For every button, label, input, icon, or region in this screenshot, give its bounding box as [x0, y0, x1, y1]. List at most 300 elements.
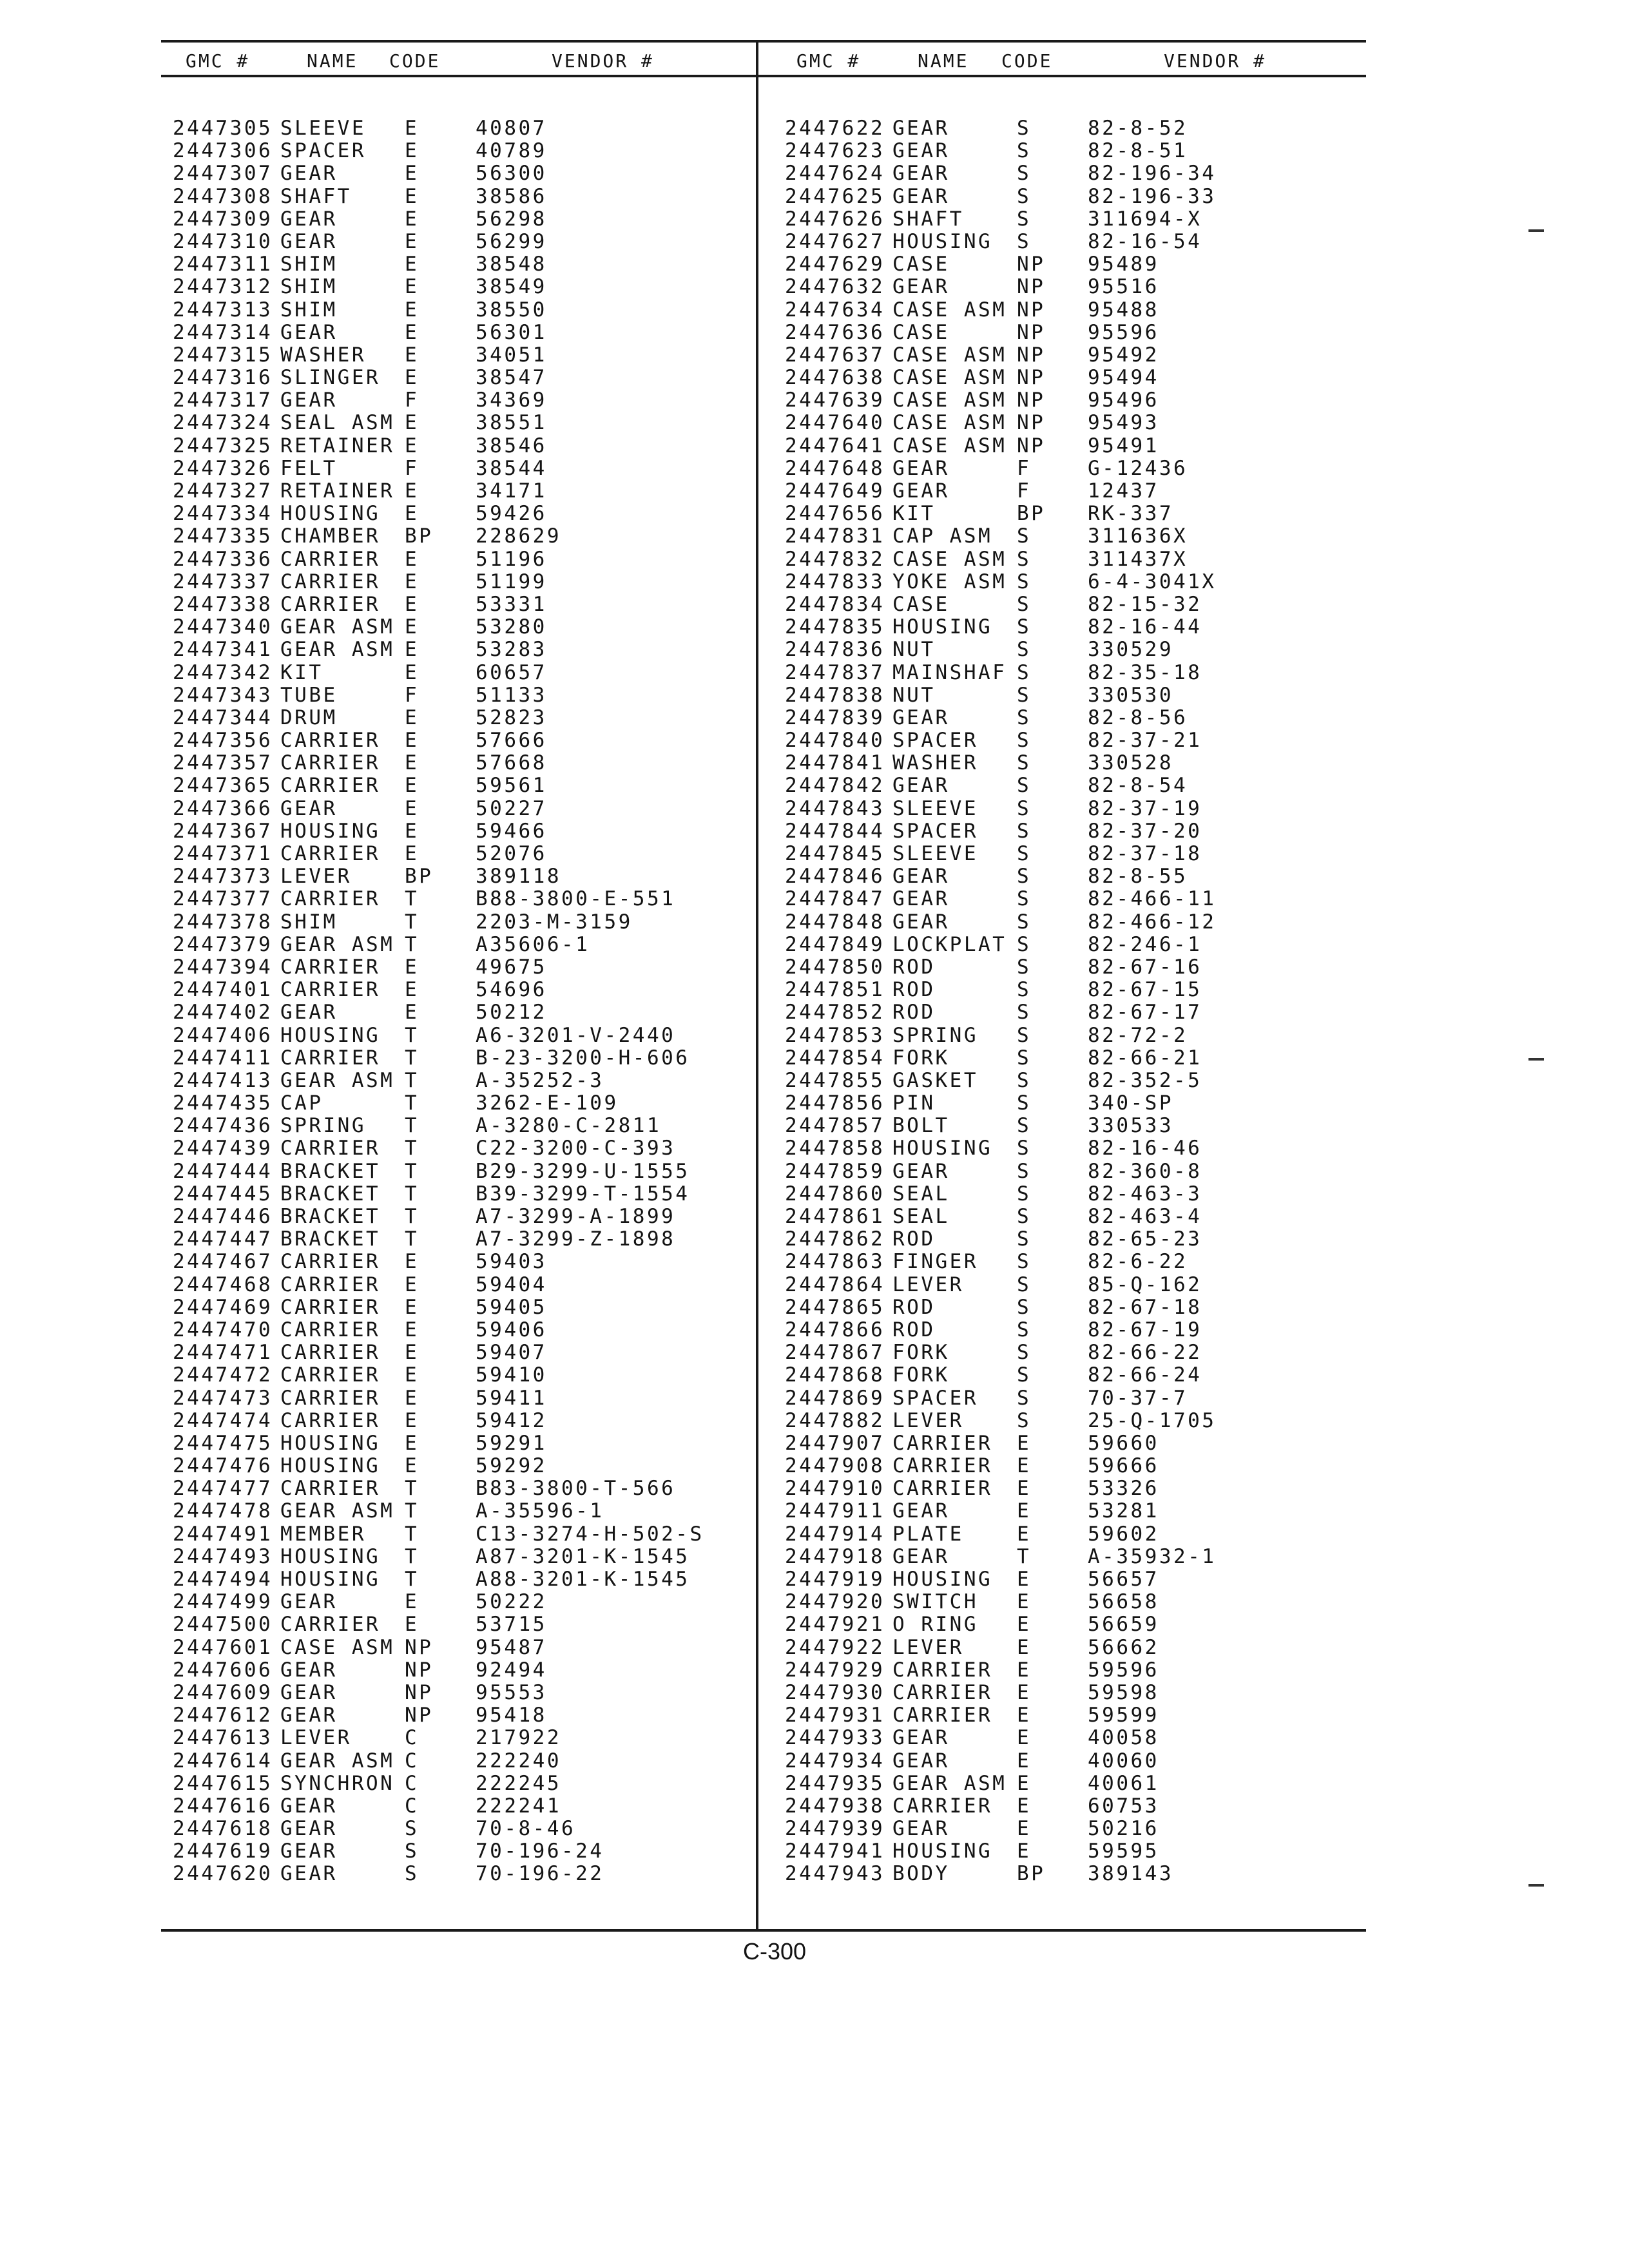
part-name: CARRIER	[892, 1680, 993, 1704]
source-code: E	[1017, 1522, 1032, 1546]
part-number: 2447867	[785, 1341, 885, 1365]
vendor-number: 95516	[1088, 275, 1159, 299]
part-name: CARRIER	[280, 1137, 381, 1160]
part-name: BOLT	[892, 1114, 950, 1138]
part-number: 2447474	[173, 1408, 273, 1432]
vendor-number: 59596	[1088, 1658, 1159, 1682]
part-number: 2447478	[173, 1499, 273, 1523]
source-code: E	[405, 819, 419, 843]
vendor-number: 38549	[476, 275, 547, 299]
part-name: PLATE	[892, 1522, 964, 1546]
source-code: E	[1017, 1658, 1032, 1682]
part-name: NUT	[892, 638, 936, 662]
source-code: S	[1017, 1363, 1032, 1387]
part-number: 2447371	[173, 842, 273, 865]
source-code: S	[1017, 887, 1032, 911]
part-name: GEAR ASM	[280, 1499, 395, 1523]
vendor-number: 34171	[476, 479, 547, 503]
vendor-number: 40058	[1088, 1726, 1159, 1750]
vendor-number: 82-8-55	[1088, 865, 1188, 889]
margin-mark	[1528, 229, 1544, 232]
part-name: SEAL ASM	[280, 411, 395, 435]
vendor-number: 59411	[476, 1386, 547, 1410]
part-name: GEAR ASM	[280, 1749, 395, 1773]
source-code: NP	[1017, 434, 1046, 457]
part-name: HOUSING	[280, 502, 381, 526]
part-name: GEAR	[892, 1499, 950, 1523]
part-name: RETAINER	[280, 479, 395, 503]
part-number: 2447910	[785, 1477, 885, 1501]
part-name: BRACKET	[280, 1159, 381, 1183]
part-number: 2447919	[785, 1568, 885, 1591]
part-name: CARRIER	[280, 1386, 381, 1410]
part-name: GEAR	[280, 389, 338, 412]
source-code: E	[405, 411, 419, 435]
part-name: ROD	[892, 955, 936, 979]
footer-rule	[161, 1929, 1366, 1932]
source-code: E	[1017, 1499, 1032, 1523]
part-number: 2447860	[785, 1182, 885, 1206]
part-name: CARRIER	[280, 547, 381, 571]
vendor-number: 82-16-54	[1088, 229, 1202, 253]
vendor-number: 82-196-34	[1088, 162, 1217, 186]
vendor-number: A7-3299-Z-1898	[476, 1227, 676, 1251]
part-number: 2447848	[785, 910, 885, 934]
part-name: SHIM	[280, 253, 338, 276]
vendor-number: 82-6-22	[1088, 1250, 1188, 1274]
part-number: 2447337	[173, 570, 273, 593]
source-code: E	[405, 1318, 419, 1341]
part-name: CARRIER	[280, 955, 381, 979]
part-number: 2447406	[173, 1023, 273, 1047]
part-number: 2447869	[785, 1386, 885, 1410]
part-number: 2447620	[173, 1862, 273, 1886]
vendor-number: 340-SP	[1088, 1091, 1173, 1115]
part-number: 2447499	[173, 1590, 273, 1614]
part-number: 2447854	[785, 1046, 885, 1070]
source-code: S	[1017, 1341, 1032, 1365]
vendor-number: 50212	[476, 1001, 547, 1024]
part-number: 2447500	[173, 1613, 273, 1637]
source-code: S	[1017, 706, 1032, 729]
source-code: T	[405, 1477, 419, 1501]
vendor-number: 38550	[476, 298, 547, 322]
part-name: GEAR ASM	[280, 638, 395, 662]
vendor-number: 52076	[476, 842, 547, 865]
part-number: 2447843	[785, 796, 885, 820]
vendor-number: 53280	[476, 615, 547, 639]
part-name: SLEEVE	[892, 796, 978, 820]
source-code: E	[405, 1250, 419, 1274]
part-name: GASKET	[892, 1068, 978, 1092]
part-name: NUT	[892, 683, 936, 707]
header-top-rule	[161, 40, 1366, 43]
source-code: S	[1017, 1159, 1032, 1183]
part-number: 2447471	[173, 1341, 273, 1365]
right-header-vendor: VENDOR #	[1164, 50, 1266, 72]
source-code: T	[405, 1182, 419, 1206]
vendor-number: 82-37-21	[1088, 729, 1202, 753]
vendor-number: 49675	[476, 955, 547, 979]
vendor-number: 95494	[1088, 366, 1159, 390]
part-number: 2447325	[173, 434, 273, 457]
part-number: 2447317	[173, 389, 273, 412]
part-name: LEVER	[892, 1273, 964, 1296]
part-name: SHIM	[280, 298, 338, 322]
part-name: SLEEVE	[892, 842, 978, 865]
part-number: 2447839	[785, 706, 885, 729]
part-name: GEAR ASM	[280, 1068, 395, 1092]
source-code: E	[405, 706, 419, 729]
part-name: FORK	[892, 1341, 950, 1365]
part-number: 2447638	[785, 366, 885, 390]
part-number: 2447470	[173, 1318, 273, 1341]
source-code: S	[1017, 1114, 1032, 1138]
part-number: 2447939	[785, 1817, 885, 1841]
vendor-number: 70-8-46	[476, 1817, 576, 1841]
part-name: GEAR	[892, 1817, 950, 1841]
part-number: 2447856	[785, 1091, 885, 1115]
part-number: 2447639	[785, 389, 885, 412]
part-name: ROD	[892, 1295, 936, 1319]
source-code: E	[1017, 1840, 1032, 1863]
source-code: C	[405, 1749, 419, 1773]
part-number: 2447629	[785, 253, 885, 276]
source-code: S	[1017, 865, 1032, 889]
source-code: E	[405, 751, 419, 775]
vendor-number: C13-3274-H-502-S	[476, 1522, 704, 1546]
vendor-number: 59403	[476, 1250, 547, 1274]
vendor-number: 59292	[476, 1454, 547, 1478]
vendor-number: 82-72-2	[1088, 1023, 1188, 1047]
source-code: BP	[1017, 1862, 1046, 1886]
vendor-number: 53283	[476, 638, 547, 662]
vendor-number: B29-3299-U-1555	[476, 1159, 690, 1183]
part-name: SYNCHRON	[280, 1771, 395, 1795]
source-code: S	[1017, 592, 1032, 616]
part-number: 2447838	[785, 683, 885, 707]
right-header-gmc: GMC #	[796, 50, 861, 72]
part-number: 2447379	[173, 932, 273, 956]
part-name: GEAR	[280, 1817, 338, 1841]
part-name: SPACER	[280, 139, 366, 163]
part-name: GEAR ASM	[280, 932, 395, 956]
part-number: 2447378	[173, 910, 273, 934]
part-number: 2447445	[173, 1182, 273, 1206]
vendor-number: 82-246-1	[1088, 932, 1202, 956]
source-code: S	[1017, 207, 1032, 231]
vendor-number: 38544	[476, 456, 547, 480]
vendor-number: 40061	[1088, 1771, 1159, 1795]
source-code: S	[1017, 729, 1032, 753]
source-code: E	[405, 320, 419, 344]
vendor-number: 56658	[1088, 1590, 1159, 1614]
source-code: E	[405, 275, 419, 299]
source-code: S	[1017, 615, 1032, 639]
vendor-number: 82-66-24	[1088, 1363, 1202, 1387]
part-name: LEVER	[892, 1408, 964, 1432]
part-name: CASE ASM	[892, 343, 1007, 367]
part-number: 2447865	[785, 1295, 885, 1319]
part-name: GEAR	[280, 320, 338, 344]
vendor-number: 389143	[1088, 1862, 1173, 1886]
part-name: CHAMBER	[280, 524, 381, 548]
part-name: CARRIER	[280, 1295, 381, 1319]
part-name: HOUSING	[280, 1431, 381, 1455]
part-number: 2447357	[173, 751, 273, 775]
part-number: 2447468	[173, 1273, 273, 1296]
vendor-number: B39-3299-T-1554	[476, 1182, 690, 1206]
part-number: 2447435	[173, 1091, 273, 1115]
source-code: T	[405, 910, 419, 934]
source-code: S	[1017, 1137, 1032, 1160]
source-code: S	[1017, 1091, 1032, 1115]
part-name: CASE ASM	[280, 1635, 395, 1659]
source-code: C	[405, 1794, 419, 1818]
part-name: SHIM	[280, 275, 338, 299]
source-code: E	[405, 117, 419, 140]
part-name: SEAL	[892, 1205, 950, 1228]
part-number: 2447377	[173, 887, 273, 911]
source-code: S	[1017, 570, 1032, 593]
vendor-number: 38547	[476, 366, 547, 390]
part-number: 2447373	[173, 865, 273, 889]
left-header-name: NAME	[307, 50, 358, 72]
vendor-number: 82-8-52	[1088, 117, 1188, 140]
vendor-number: B-23-3200-H-606	[476, 1046, 690, 1070]
source-code: NP	[1017, 253, 1046, 276]
left-header-vendor: VENDOR #	[552, 50, 654, 72]
vendor-number: 59405	[476, 1295, 547, 1319]
source-code: E	[1017, 1477, 1032, 1501]
right-header-name: NAME	[918, 50, 969, 72]
source-code: E	[1017, 1431, 1032, 1455]
vendor-number: 82-463-3	[1088, 1182, 1202, 1206]
vendor-number: 95493	[1088, 411, 1159, 435]
vendor-number: 82-67-18	[1088, 1295, 1202, 1319]
source-code: E	[405, 343, 419, 367]
part-number: 2447833	[785, 570, 885, 593]
part-number: 2447365	[173, 774, 273, 798]
vendor-number: 50227	[476, 796, 547, 820]
part-number: 2447859	[785, 1159, 885, 1183]
vendor-number: 59407	[476, 1341, 547, 1365]
part-number: 2447849	[785, 932, 885, 956]
vendor-number: 82-37-20	[1088, 819, 1202, 843]
vendor-number: B88-3800-E-551	[476, 887, 676, 911]
part-name: GEAR	[892, 479, 950, 503]
source-code: S	[1017, 1001, 1032, 1024]
source-code: E	[405, 1590, 419, 1614]
vendor-number: 51133	[476, 683, 547, 707]
source-code: E	[405, 729, 419, 753]
source-code: S	[1017, 184, 1032, 208]
part-number: 2447315	[173, 343, 273, 367]
part-number: 2447439	[173, 1137, 273, 1160]
part-number: 2447862	[785, 1227, 885, 1251]
source-code: E	[1017, 1817, 1032, 1841]
vendor-number: 95492	[1088, 343, 1159, 367]
part-name: CARRIER	[280, 1408, 381, 1432]
part-name: SPACER	[892, 819, 978, 843]
part-name: KIT	[280, 660, 323, 684]
part-number: 2447640	[785, 411, 885, 435]
part-number: 2447614	[173, 1749, 273, 1773]
part-number: 2447907	[785, 1431, 885, 1455]
source-code: F	[1017, 456, 1032, 480]
vendor-number: 389118	[476, 865, 561, 889]
part-number: 2447840	[785, 729, 885, 753]
part-number: 2447836	[785, 638, 885, 662]
part-name: GEAR	[892, 162, 950, 186]
source-code: E	[1017, 1771, 1032, 1795]
part-name: SHAFT	[280, 184, 352, 208]
vendor-number: 54696	[476, 978, 547, 1002]
vendor-number: RK-337	[1088, 502, 1173, 526]
source-code: C	[405, 1726, 419, 1750]
part-name: CARRIER	[280, 842, 381, 865]
part-name: LEVER	[892, 1635, 964, 1659]
source-code: S	[1017, 751, 1032, 775]
vendor-number: 82-67-19	[1088, 1318, 1202, 1341]
vendor-number: 59595	[1088, 1840, 1159, 1863]
source-code: T	[405, 1046, 419, 1070]
source-code: E	[405, 638, 419, 662]
part-number: 2447832	[785, 547, 885, 571]
source-code: S	[1017, 1182, 1032, 1206]
part-name: ROD	[892, 1227, 936, 1251]
part-name: GEAR	[280, 1862, 338, 1886]
part-number: 2447311	[173, 253, 273, 276]
vendor-number: 3262-E-109	[476, 1091, 619, 1115]
vendor-number: 82-67-15	[1088, 978, 1202, 1002]
part-name: GEAR	[280, 229, 338, 253]
source-code: S	[1017, 819, 1032, 843]
part-number: 2447844	[785, 819, 885, 843]
part-name: CARRIER	[280, 1341, 381, 1365]
vendor-number: 57666	[476, 729, 547, 753]
source-code: NP	[405, 1635, 434, 1659]
part-number: 2447656	[785, 502, 885, 526]
vendor-number: 59466	[476, 819, 547, 843]
part-number: 2447908	[785, 1454, 885, 1478]
part-name: ROD	[892, 978, 936, 1002]
vendor-number: 59426	[476, 502, 547, 526]
part-number: 2447938	[785, 1794, 885, 1818]
source-code: NP	[405, 1704, 434, 1727]
source-code: S	[1017, 547, 1032, 571]
part-number: 2447618	[173, 1817, 273, 1841]
part-name: WASHER	[892, 751, 978, 775]
part-name: CASE	[892, 253, 950, 276]
vendor-number: 38548	[476, 253, 547, 276]
part-name: CAP	[280, 1091, 323, 1115]
vendor-number: 311694-X	[1088, 207, 1202, 231]
vendor-number: 60657	[476, 660, 547, 684]
part-name: MEMBER	[280, 1522, 366, 1546]
part-number: 2447308	[173, 184, 273, 208]
page-number: C-300	[743, 1938, 807, 1965]
part-name: CASE	[892, 592, 950, 616]
vendor-number: 56659	[1088, 1613, 1159, 1637]
part-name: CARRIER	[280, 1363, 381, 1387]
vendor-number: A-3280-C-2811	[476, 1114, 662, 1138]
part-name: GEAR ASM	[280, 615, 395, 639]
vendor-number: 59291	[476, 1431, 547, 1455]
part-number: 2447491	[173, 1522, 273, 1546]
left-header-code: CODE	[389, 50, 441, 72]
part-number: 2447343	[173, 683, 273, 707]
part-name: GEAR	[892, 275, 950, 299]
part-number: 2447857	[785, 1114, 885, 1138]
source-code: T	[405, 1568, 419, 1591]
part-name: TUBE	[280, 683, 338, 707]
part-name: CAP ASM	[892, 524, 993, 548]
vendor-number: A35606-1	[476, 932, 590, 956]
vendor-number: 82-67-16	[1088, 955, 1202, 979]
source-code: S	[1017, 1295, 1032, 1319]
part-name: SPACER	[892, 1386, 978, 1410]
part-number: 2447601	[173, 1635, 273, 1659]
source-code: S	[1017, 139, 1032, 163]
source-code: S	[1017, 1386, 1032, 1410]
vendor-number: 82-196-33	[1088, 184, 1217, 208]
source-code: T	[405, 1544, 419, 1568]
vendor-number: 51199	[476, 570, 547, 593]
part-number: 2447866	[785, 1318, 885, 1341]
part-number: 2447436	[173, 1114, 273, 1138]
vendor-number: 222241	[476, 1794, 561, 1818]
part-number: 2447858	[785, 1137, 885, 1160]
vendor-number: 34369	[476, 389, 547, 412]
part-name: FELT	[280, 456, 338, 480]
vendor-number: 82-35-18	[1088, 660, 1202, 684]
vendor-number: 82-37-19	[1088, 796, 1202, 820]
header-bottom-rule	[161, 75, 1366, 77]
source-code: E	[1017, 1680, 1032, 1704]
source-code: S	[405, 1817, 419, 1841]
vendor-number: 57668	[476, 751, 547, 775]
source-code: E	[405, 139, 419, 163]
vendor-number: 222240	[476, 1749, 561, 1773]
vendor-number: 228629	[476, 524, 561, 548]
vendor-number: 50216	[1088, 1817, 1159, 1841]
part-number: 2447623	[785, 139, 885, 163]
part-number: 2447850	[785, 955, 885, 979]
vendor-number: 59598	[1088, 1680, 1159, 1704]
part-number: 2447477	[173, 1477, 273, 1501]
source-code: E	[405, 1386, 419, 1410]
part-name: MAINSHAF	[892, 660, 1007, 684]
part-name: LEVER	[280, 1726, 352, 1750]
part-name: YOKE ASM	[892, 570, 1007, 593]
part-number: 2447934	[785, 1749, 885, 1773]
vendor-number: 56657	[1088, 1568, 1159, 1591]
part-name: CASE ASM	[892, 298, 1007, 322]
source-code: E	[405, 366, 419, 390]
part-name: CASE ASM	[892, 547, 1007, 571]
part-number: 2447344	[173, 706, 273, 729]
part-name: GEAR	[280, 1840, 338, 1863]
part-name: CARRIER	[892, 1794, 993, 1818]
source-code: BP	[405, 865, 434, 889]
source-code: S	[405, 1862, 419, 1886]
source-code: S	[1017, 1046, 1032, 1070]
part-name: GEAR	[892, 706, 950, 729]
part-name: CARRIER	[280, 1046, 381, 1070]
source-code: C	[405, 1771, 419, 1795]
part-name: CARRIER	[280, 1477, 381, 1501]
